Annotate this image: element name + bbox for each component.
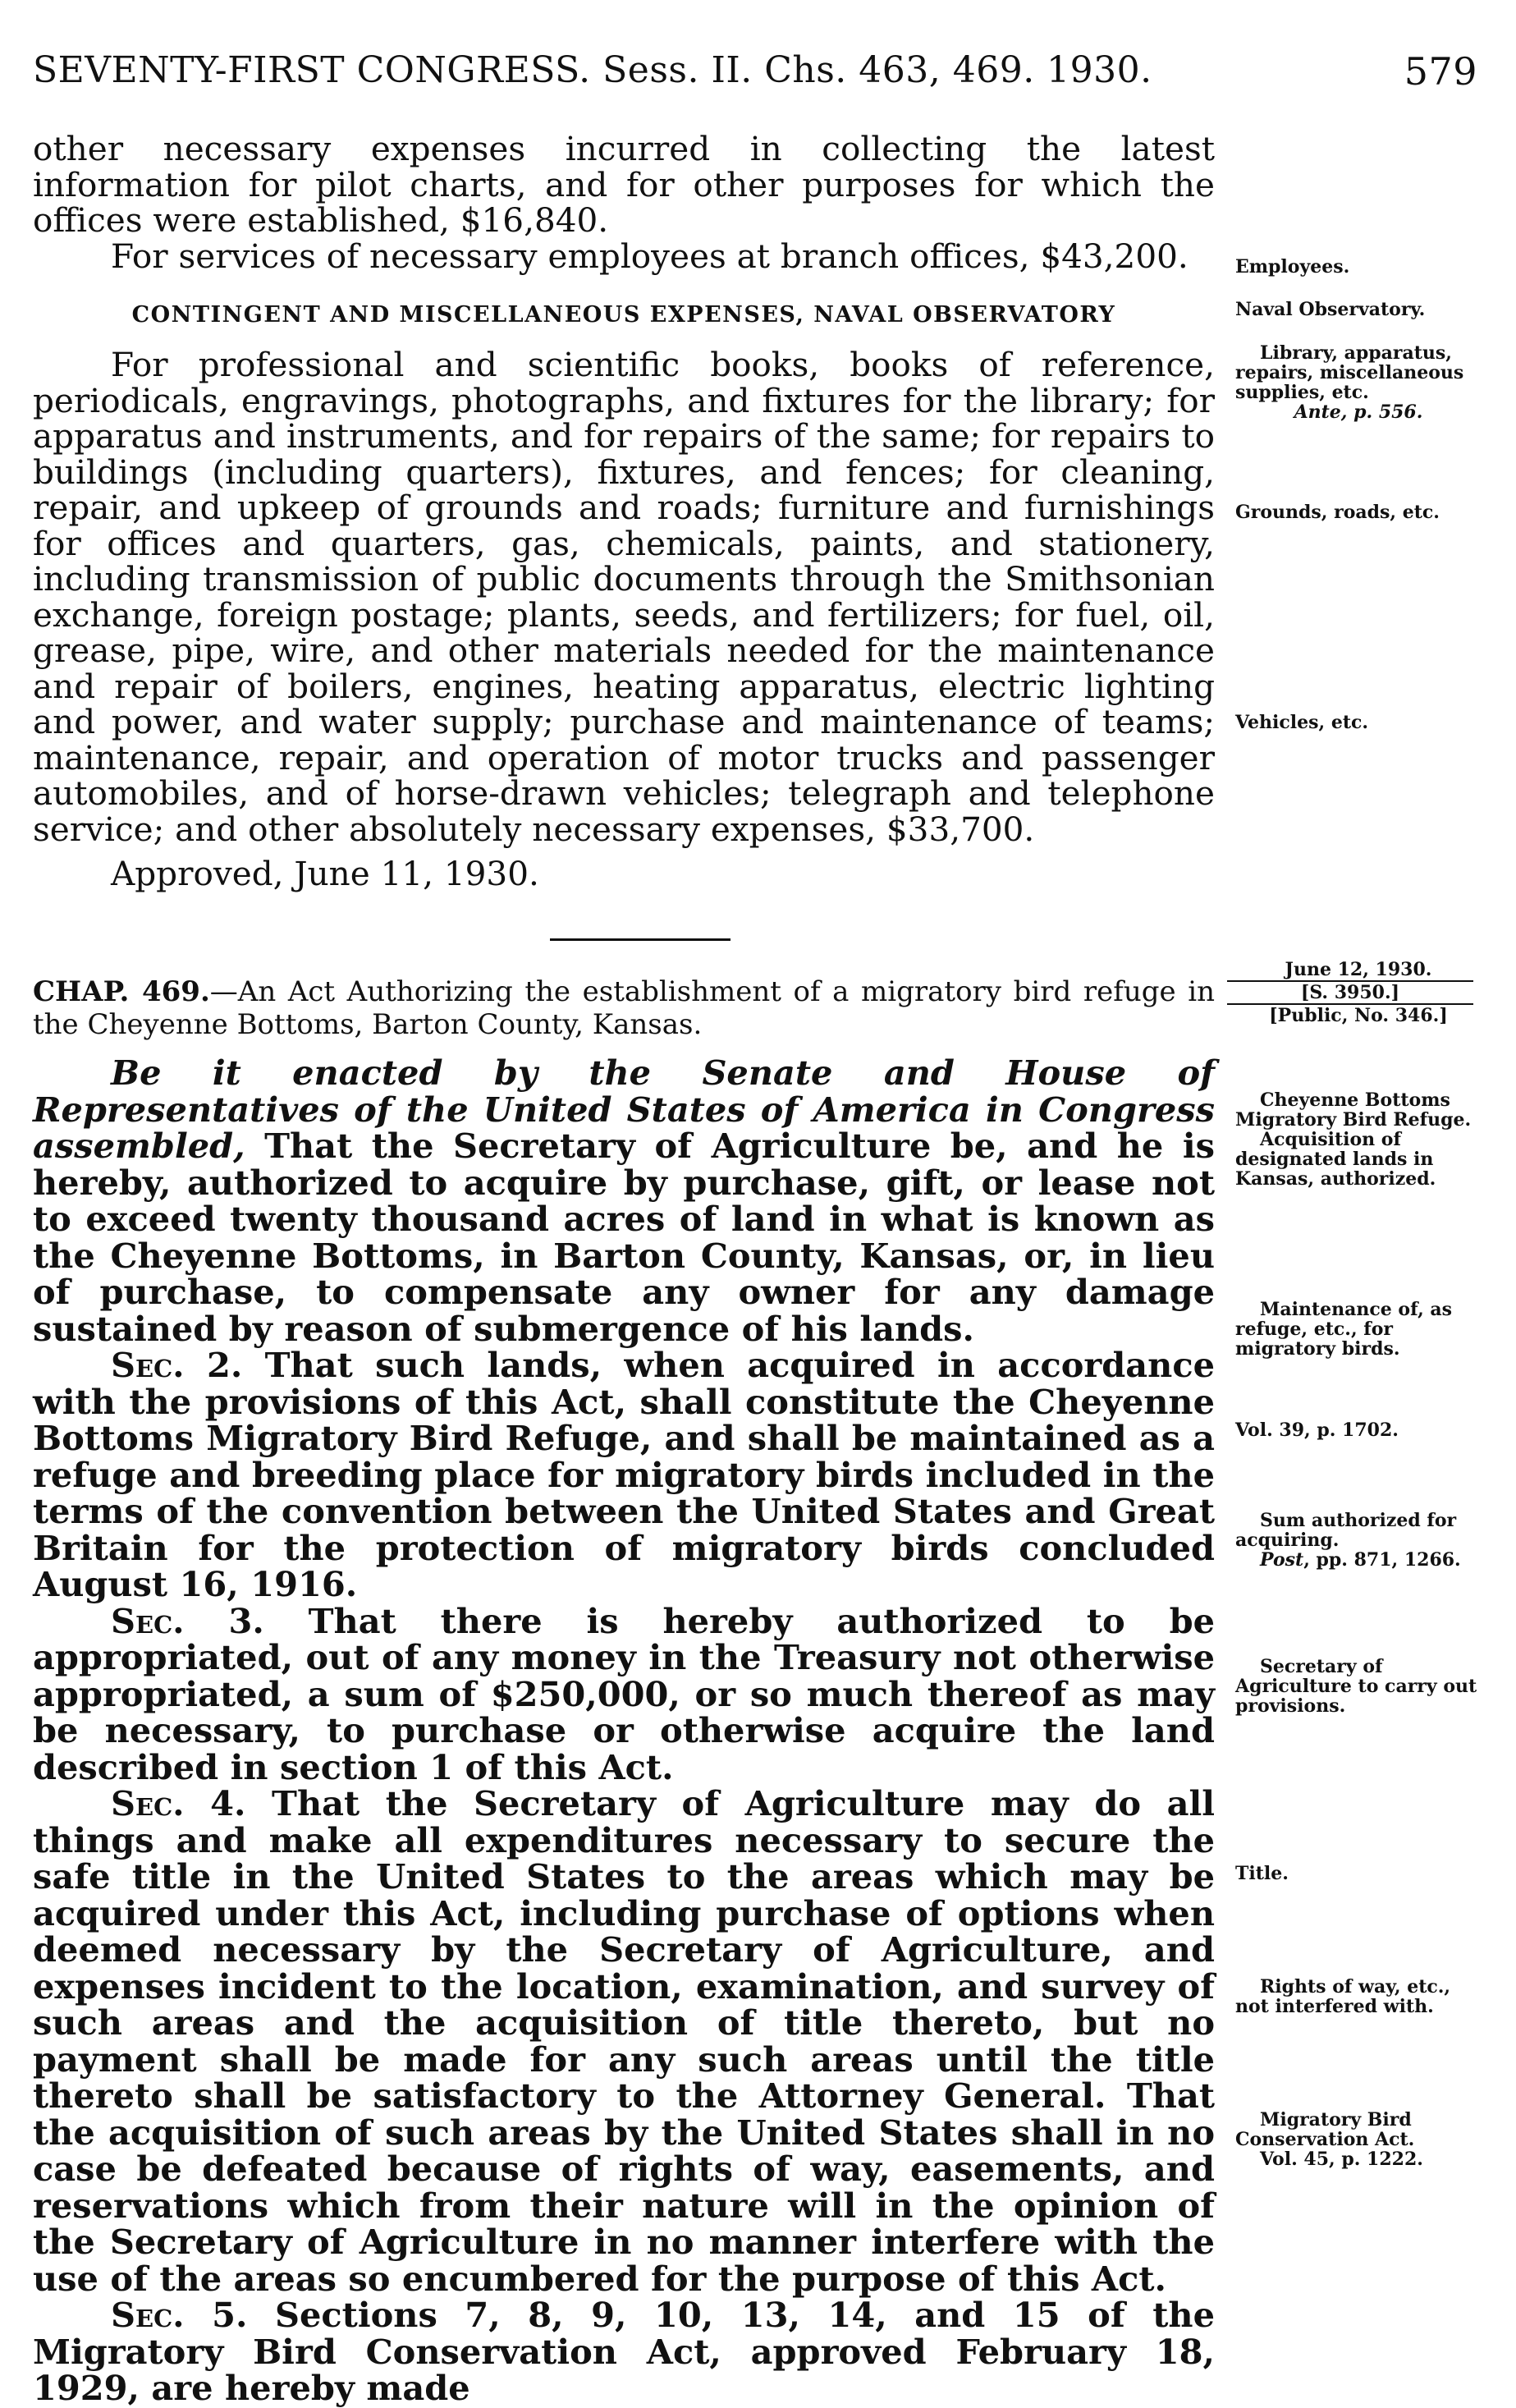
margin-note-rights bbox=[1235, 1977, 1482, 2016]
section-divider bbox=[550, 938, 731, 941]
chapter-label: CHAP. 469. bbox=[33, 975, 210, 1008]
margin-note-sum bbox=[1235, 1511, 1482, 1570]
chapter-title: —An Act Authorizing the establishment of a migratory bird refuge in the Cheyenne Bottoms, Barton County, Kansas. bbox=[33, 975, 1215, 1041]
section-naval-observatory bbox=[33, 347, 1215, 847]
margin-note-bill: [S. 3950.] bbox=[1227, 980, 1473, 1005]
margin-note-maintenance bbox=[1235, 1300, 1482, 1359]
chapter-heading bbox=[33, 975, 1215, 1041]
margin-note-title: Title. bbox=[1235, 1863, 1289, 1884]
act-section-3 bbox=[33, 1600, 1216, 1787]
margin-note-post-ital: Post bbox=[1260, 1549, 1304, 1571]
margin-note-cheyenne bbox=[1235, 1090, 1482, 1189]
margin-note-employees: Employees. bbox=[1235, 256, 1350, 277]
act-body bbox=[33, 1055, 1215, 2407]
margin-note-library-ref: Ante, p. 556. bbox=[1294, 401, 1423, 423]
margin-note-secretary bbox=[1235, 1657, 1482, 1716]
paragraph-naval-observatory: For professional and scientific books, books of reference, periodicals, engravings, photographs, and fixtures for the library; for apparatus and instruments, and for repairs of the same; for repairs to buildings (including quarters), fixtures, and fences; for cleaning, repair, and upkeep of grounds and roads; furniture and furnishings for offices and quarters, gas, chemicals, paints, and stationery, including transmission of public documents through the Smithsonian exchange, foreign postage; plants, seeds, and fertilizers; for fuel, oil, grease, pipe, wire, and other materials needed for the maintenance and repair of boilers, engines, heating apparatus, electric lighting and power, and water supply; purchase and maintenance of teams; maintenance, repair, and operation of motor trucks and passenger automobiles, and of horse-drawn vehicles; telegraph and telephone service; and other absolutely necessary expenses, $33,700. bbox=[33, 345, 1215, 849]
margin-note-maintenance-text: Maintenance of, as refuge, etc., for migratory birds. bbox=[1235, 1299, 1453, 1360]
margin-note-naval-observatory: Naval Observatory. bbox=[1235, 299, 1426, 320]
section-5-label: Sec. 5. bbox=[111, 2295, 248, 2335]
margin-note-acquisition: Acquisition of designated lands in Kansas, authorized. bbox=[1235, 1129, 1436, 1190]
section-4-label: Sec. 4. bbox=[111, 1783, 246, 1823]
section-3-label: Sec. 3. bbox=[111, 1600, 264, 1641]
approved-date: Approved, June 11, 1930. bbox=[111, 854, 539, 893]
page-number: 579 bbox=[1404, 49, 1477, 94]
running-head bbox=[33, 49, 1477, 99]
section-1-text: That the Secretary of Agriculture be, and he is hereby, authorized to acquire by purchase, gift, or lease not to exceed twenty thousand acres of land in what is known as the Cheyenne Bottoms, in Barton County, Kansas, or, in lieu of purchase, to compensate any owner for any damage sustained by reason of submergence of his lands. bbox=[33, 1126, 1215, 1349]
act-section-4 bbox=[33, 1783, 1216, 2299]
act-section-2 bbox=[33, 1347, 1215, 1603]
section-4-text: That the Secretary of Agriculture may do all things and make all expenditures necessary to secure the safe title in the United States to the areas which may be acquired under this Act, including purchase of options when deemed necessary by the Secretary of Agriculture, and expenses incident to the location, examination, and survey of such areas and the acquisition of title thereto, but no payment shall be made for any such areas until the title thereto shall be satisfactory to the Attorney General. That the acquisition of such areas by the United States shall in no case be defeated because of rights of way, easements, and reservations which from their nature will in the opinion of the Secretary of Agriculture in no manner interfere with the use of the areas so encumbered for the purpose of this Act. bbox=[33, 1783, 1216, 2299]
section-heading: CONTINGENT AND MISCELLANEOUS EXPENSES, NAVAL OBSERVATORY bbox=[131, 302, 1116, 328]
section-2-text: That such lands, when acquired in accordance with the provisions of this Act, shall constitute the Cheyenne Bottoms Migratory Bird Refuge, and shall be maintained as a refuge and breeding place for migratory birds included in the terms of the convention between the United States and Great Britain for the protection of migratory birds concluded August 16, 1916. bbox=[33, 1345, 1216, 1604]
margin-note-date: June 12, 1930. bbox=[1285, 959, 1432, 980]
paragraph-branch-offices: For services of necessary employees at branch offices, $43,200. bbox=[111, 236, 1189, 276]
margin-note-post bbox=[1235, 1550, 1482, 1570]
margin-note-conservation-text: Migratory Bird Conservation Act. bbox=[1235, 2109, 1415, 2150]
section-pilot-charts bbox=[33, 131, 1215, 274]
running-title: SEVENTY-FIRST CONGRESS. Sess. II. Chs. 463, 469. 1930. bbox=[33, 49, 1152, 91]
enacting-clause: Be it enacted by the Senate and House of Representatives of the United States of America in Congress assembled, bbox=[33, 1053, 1215, 1166]
paragraph-pilot-charts: other necessary expenses incurred in collecting the latest information for pilot charts, and for other purposes for which the offices were established, $16,840. bbox=[33, 129, 1215, 240]
margin-note-vehicles: Vehicles, etc. bbox=[1235, 712, 1369, 733]
margin-note-cheyenne-text: Cheyenne Bottoms Migratory Bird Refuge. bbox=[1235, 1089, 1472, 1131]
margin-note-public-no: [Public, No. 346.] bbox=[1269, 1005, 1448, 1026]
margin-note-vol39: Vol. 39, p. 1702. bbox=[1235, 1420, 1399, 1441]
margin-note-bill-info bbox=[1243, 959, 1473, 1026]
margin-note-library bbox=[1235, 343, 1482, 422]
margin-note-secretary-text: Secretary of Agriculture to carry out provisions. bbox=[1235, 1656, 1477, 1717]
margin-note-post-rest: , pp. 871, 1266. bbox=[1303, 1549, 1461, 1571]
margin-note-grounds: Grounds, roads, etc. bbox=[1235, 502, 1440, 523]
section-2-label: Sec. 2. bbox=[111, 1345, 243, 1385]
margin-note-conservation bbox=[1235, 2110, 1482, 2169]
act-section-1 bbox=[33, 1055, 1215, 1347]
margin-note-sum-text: Sum authorized for acquiring. bbox=[1235, 1510, 1457, 1551]
section-5-text: Sections 7, 8, 9, 10, 13, 14, and 15 of the Migratory Bird Conservation Act, approved February 18, 1929, are hereby made bbox=[33, 2295, 1216, 2408]
margin-note-rights-text: Rights of way, etc., not interfered with. bbox=[1235, 1976, 1451, 2017]
margin-note-vol45: Vol. 45, p. 1222. bbox=[1260, 2149, 1423, 2170]
margin-note-library-text: Library, apparatus, repairs, miscellaneous supplies, etc. bbox=[1235, 342, 1464, 403]
act-section-5 bbox=[33, 2297, 1215, 2407]
section-3-text: That there is hereby authorized to be appropriated, out of any money in the Treasury not otherwise appropriated, a sum of $250,000, or so much thereof as may be necessary, to purchase or otherwise acquire the land described in section 1 of this Act. bbox=[33, 1600, 1216, 1787]
